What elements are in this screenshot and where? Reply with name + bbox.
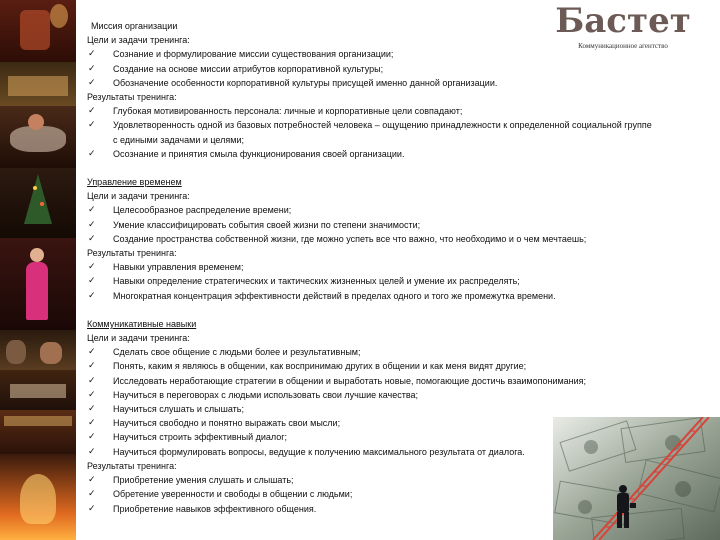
check-icon: ✓ (88, 219, 96, 230)
goals-label: Цели и задачи тренинга: (87, 333, 190, 344)
list-item: ✓ Научиться свободно и понятно выражать свои мысли; (87, 416, 717, 430)
list-item: ✓ Осознание и принятия смыла функционирования своей организации. (87, 147, 717, 161)
check-icon: ✓ (88, 475, 96, 486)
list-item: ✓ Научиться строить эффективный диалог; (87, 430, 717, 444)
check-icon: ✓ (88, 49, 96, 60)
section-title: Миссия организации (91, 21, 178, 31)
brand-name: Бастет (555, 1, 691, 41)
collage-graphic (553, 417, 720, 540)
photo-strip (0, 0, 76, 540)
brand-subtitle: Коммуникационное агентство (578, 42, 668, 50)
results-label: Результаты тренинга: (87, 248, 177, 259)
section-title: Управление временем (87, 177, 182, 188)
goals-label: Цели и задачи тренинга: (87, 191, 190, 202)
check-icon: ✓ (88, 418, 96, 429)
list-item: ✓ Создание на основе миссии атрибутов корпоративной культуры; (87, 62, 717, 76)
check-icon: ✓ (88, 489, 96, 500)
list-item: ✓ Научиться слушать и слышать; (87, 402, 717, 416)
photo-dinner-party (0, 106, 76, 168)
list-item: ✓ Понять, каким я являюсь в общении, как воспринимаю других в общении и как меня видят другие; (87, 359, 717, 373)
photo-table-setting (0, 370, 76, 410)
check-icon: ✓ (88, 446, 96, 457)
check-icon: ✓ (88, 233, 96, 244)
check-icon: ✓ (88, 389, 96, 400)
list-item: ✓ Обозначение особенности корпоративной культуры присущей именно данной организации. (87, 76, 717, 90)
section-title: Коммуникативные навыки (87, 318, 197, 329)
list-item: ✓ Обретение уверенности и свободы в общении с людьми; (87, 487, 717, 501)
list-item: ✓ Создание пространства собственной жизни, где можно успеть все что важно, что необходимо и о чем мечтаешь; (87, 232, 717, 246)
photo-fire-show (0, 454, 76, 540)
check-icon: ✓ (88, 148, 96, 159)
list-item: ✓ Научиться в переговорах с людьми использовать свои лучшие качества; (87, 388, 717, 402)
list-item: ✓ Приобретение навыков эффективного общения. (87, 502, 717, 516)
photo-restaurant-interior (0, 0, 76, 62)
list-item: ✓ Умение классифицировать события своей жизни по степени значимости; (87, 218, 717, 232)
list-item: ✓ Сделать свое общение с людьми более и результативным; (87, 345, 717, 359)
check-icon: ✓ (88, 63, 96, 74)
check-icon: ✓ (88, 404, 96, 415)
photo-event-hall (0, 410, 76, 454)
list-item: ✓ Удовлетворенность одной из базовых потребностей человека – ощущению принадлежности к определенной социальной группе (87, 118, 717, 132)
list-item: ✓ Приобретение умения слушать и слышать; (87, 473, 717, 487)
check-icon: ✓ (88, 262, 96, 273)
photo-singer (0, 238, 76, 330)
check-icon: ✓ (88, 120, 96, 131)
check-icon: ✓ (88, 290, 96, 301)
check-icon: ✓ (88, 106, 96, 117)
check-icon: ✓ (88, 375, 96, 386)
check-icon: ✓ (88, 205, 96, 216)
check-icon: ✓ (88, 347, 96, 358)
check-icon: ✓ (88, 77, 96, 88)
check-icon: ✓ (88, 361, 96, 372)
photo-banquet (0, 62, 76, 106)
businessman-collage-image (553, 417, 720, 540)
list-item: ✓ Научиться формулировать вопросы, ведущие к получению максимального результата от диалога. (87, 445, 717, 459)
list-item: ✓ Глубокая мотивированность персонала: личные и корпоративные цели совпадают; (87, 104, 717, 118)
goals-label: Цели и задачи тренинга: (87, 35, 190, 46)
list-item: ✓ Навыки управления временем; (87, 260, 717, 274)
photo-guests (0, 330, 76, 370)
results-label: Результаты тренинга: (87, 460, 177, 471)
list-item: ✓ Сознание и формулирование миссии существования организации; (87, 47, 717, 61)
check-icon: ✓ (88, 432, 96, 443)
results-label: Результаты тренинга: (87, 92, 177, 103)
section-time-management (87, 175, 717, 303)
check-icon: ✓ (88, 503, 96, 514)
photo-christmas-tree (0, 168, 76, 238)
check-icon: ✓ (88, 276, 96, 287)
list-item-continuation: с едиными задачами и целями; (113, 134, 244, 145)
list-item: ✓ Исследовать неработающие стратегии в общении и выработать новые, помогающие достичь взаимопонимания; (87, 374, 717, 388)
section-mission (87, 19, 717, 161)
list-item: ✓ Навыки определение стратегических и тактических жизненных целей и умение их распределять; (87, 274, 717, 288)
list-item: ✓ Многократная концентрация эффективности действий в пределах одного и того же промежутка времени. (87, 289, 717, 303)
list-item: ✓ Целесообразное распределение времени; (87, 203, 717, 217)
